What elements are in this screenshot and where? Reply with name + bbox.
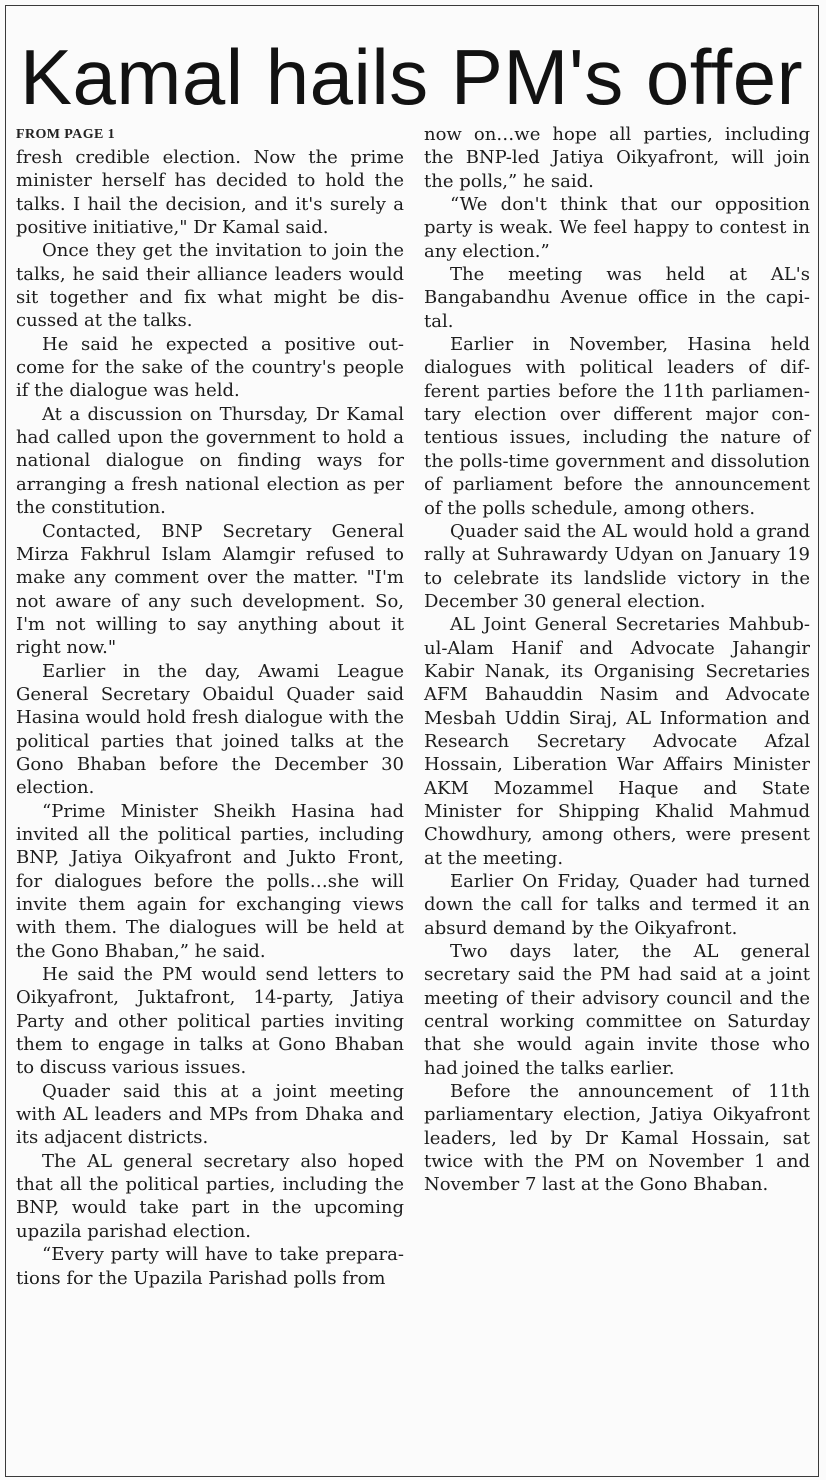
paragraph: At a discussion on Thursday, Dr Kamal had called upon the government to hold a national dialogue on finding ways for arranging a fresh national election as per the constitution. [16, 403, 404, 519]
paragraph: The meeting was held at AL's Bangabandhu Avenue office in the capital. [424, 264, 810, 332]
paragraph: Quader said this at a joint meeting with AL leaders and MPs from Dhaka and its adjacent districts. [16, 1080, 404, 1149]
left-column [16, 123, 404, 1290]
paragraph: The AL general secretary also hoped that all the political parties, including the BNP, would take part in the upcoming upazila parishad election. [16, 1150, 404, 1242]
paragraph: fresh credible election. Now the prime minister herself has decided to hold the talks. I hail the decision, and it's surely a positive initiative," Dr Kamal said. [16, 147, 404, 239]
right-column [424, 123, 810, 1197]
paragraph: Earlier in November, Hasina held dialogues with political leaders of different parties before the 11th parliamentary election over different major contentious issues, including the nature of the polls-time government and dissolution of parliament before the announcement of the polls schedule, among others. [424, 334, 810, 519]
paragraph: He said he expected a positive outcome for the sake of the country's people if the dialogue was held. [16, 333, 404, 402]
paragraph: He said the PM would send letters to Oikyafront, Juktafront, 14-party, Jatiya Party and other political parties inviting them to engage in talks at Gono Bhaban to discuss various issues. [16, 964, 404, 1079]
paragraph: “Every party will have to take preparations for the Upazila Parishad polls from [16, 1244, 404, 1289]
paragraph: “We don't think that our opposition party is weak. We feel happy to contest in any election.” [424, 194, 810, 262]
paragraph: Two days later, the AL general secretary said the PM had said at a joint meeting of their advisory council and the central working committee on Saturday that she would again invite those who had joined the talks earlier. [424, 941, 810, 1079]
paragraph: Earlier in the day, Awami League General Secretary Obaidul Quader said Hasina would hold fresh dialogue with the political parties that joined talks at the Gono Bhaban before the December 30 election. [16, 660, 404, 799]
jump-line: FROM PAGE 1 [16, 127, 116, 142]
paragraph: now on…we hope all parties, including the BNP-led Jatiya Oikyafront, will join the polls,” he said. [424, 124, 810, 192]
paragraph: Quader said the AL would hold a grand rally at Suhrawardy Udyan on January 19 to celebrate its landslide victory in the December 30 general election. [424, 520, 810, 612]
headline: Kamal hails PM's offer [20, 33, 804, 121]
paragraph: Before the announcement of 11th parliamentary election, Jatiya Oikyafront leaders, led by Dr Kamal Hossain, sat twice with the PM on November 1 and November 7 last at the Gono Bhaban. [424, 1081, 810, 1196]
news-clipping [5, 5, 819, 1477]
paragraph: AL Joint General Secretaries Mahbubul-Alam Hanif and Advocate Jahangir Kabir Nanak, its Organising Secretaries AFM Bahauddin Nasim and Advocate Mesbah Uddin Siraj, AL Information and Research Secretary Advocate Afzal Hossain, Liberation War Affairs Minister AKM Mozammel Haque and State Minister for Shipping Khalid Mahmud Chowdhury, among others, were present at the meeting. [424, 614, 810, 869]
paragraph: Once they get the invitation to join the talks, he said their alliance leaders would sit together and fix what might be discussed at the talks. [16, 240, 404, 332]
paragraph: Earlier On Friday, Quader had turned down the call for talks and termed it an absurd demand by the Oikyafront. [424, 871, 810, 939]
paragraph: “Prime Minister Sheikh Hasina had invited all the political parties, including BNP, Jatiya Oikyafront and Jukto Front, for dialogues before the polls…she will invite them again for exchanging views with them. The dialogues will be held at the Gono Bhaban,” he said. [16, 800, 404, 962]
paragraph: Contacted, BNP Secretary General Mirza Fakhrul Islam Alamgir refused to make any comment over the matter. "I'm not aware of any such development. So, I'm not willing to say anything about it right now." [16, 520, 404, 659]
